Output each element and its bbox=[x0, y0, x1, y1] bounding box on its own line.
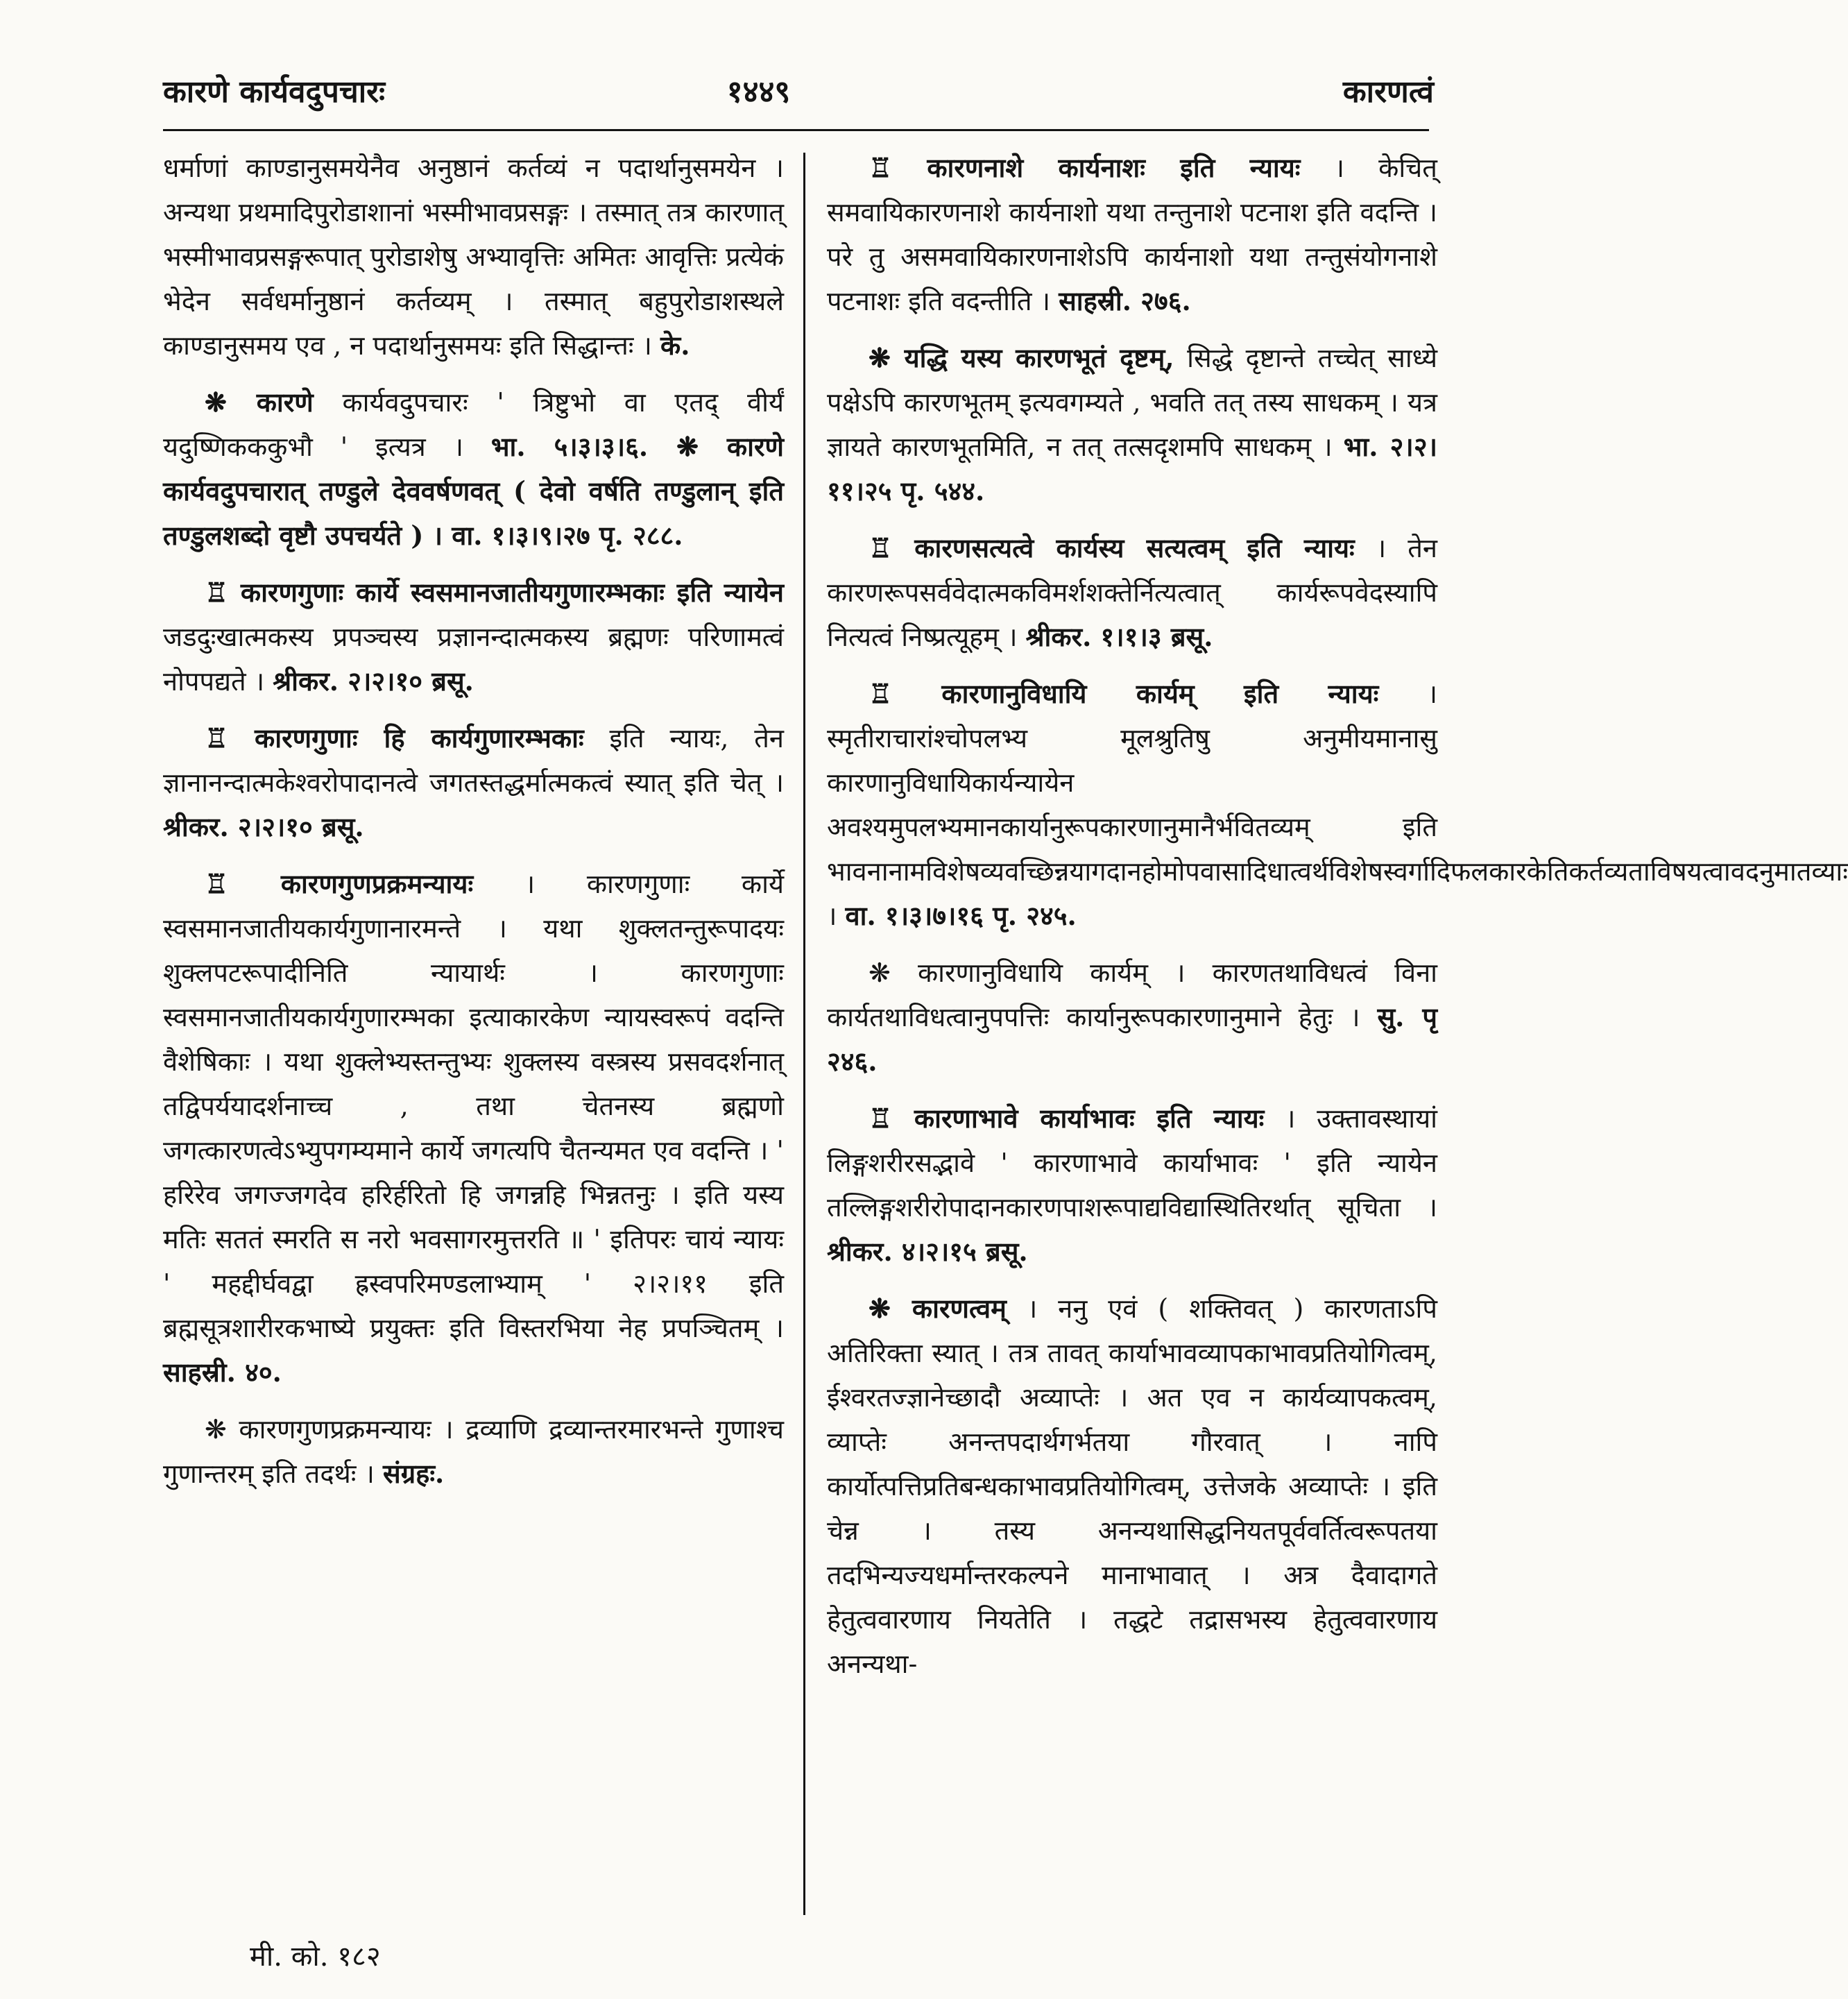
entry bbox=[163, 380, 784, 558]
entry-body: । कारणतथाविधत्वं विना कार्यतथाविधत्वानुपपत्तिः कार्यानुरूपकारणानुमाने हेतुः । bbox=[827, 958, 1438, 1032]
left-column bbox=[163, 146, 784, 1508]
entry-lead: ❋ यद्धि यस्य कारणभूतं दृष्टम्, bbox=[869, 342, 1174, 373]
entry-lead: ♖ कारणनाशे कार्यनाशः इति न्यायः bbox=[869, 152, 1301, 183]
entry-ref: श्रीकर. १।१।३ ब्रसू. bbox=[1025, 621, 1213, 652]
entry bbox=[827, 526, 1437, 659]
header-left-keyword: कारणे कार्यवदुपचारः bbox=[163, 74, 386, 110]
entry-body: जडदुःखात्मकस्य प्रपञ्चस्य प्रज्ञानन्दात्मकस्य ब्रह्मणः परिणामत्वं नोपपद्यते । bbox=[163, 622, 784, 697]
entry-ref: संग्रहः. bbox=[383, 1458, 445, 1489]
entry-ref: श्रीकर. ४।२।१५ ब्रसू. bbox=[827, 1236, 1028, 1267]
header-rule bbox=[163, 129, 1429, 131]
right-column bbox=[827, 146, 1848, 1699]
entry bbox=[163, 570, 784, 704]
entry-lead: ♖ कारणगुणप्रक्रमन्यायः bbox=[205, 868, 474, 899]
entry bbox=[827, 1286, 1437, 1686]
entry-body: । ननु एवं ( शक्तिवत् ) कारणताऽपि अतिरिक्ता स्यात् । तत्र तावत् कार्याभावव्यापकाभावप्रतियोगित्वम्, ईश्वरतज्ज्ञानेच्छादौ अव्याप्तेः । अत एव न कार्यव्यापकत्वम्, व्याप्तेः अनन्तपदार्थगर्भतया गौरवात् । नापि कार्योत्पत्तिप्रतिबन्धकाभावप्रतियोगित्वम्, उत्तेजके अव्याप्तेः । इति चेन्न । तस्य अनन्यथासिद्धनियतपूर्ववर्तित्वरूपतया तदभिन्यज्यधर्मान्तरकल्पने मानाभावात् । अत्र दैवादागते हेतुत्ववारणाय नियतेति । तद्धटे तद्रासभस्य हेतुत्ववारणाय अनन्यथा- bbox=[827, 1293, 1437, 1679]
page-header bbox=[0, 0, 1517, 139]
entry-body: । स्मृतीराचारांश्चोपलभ्य मूलश्रुतिषु अनुमीयमानासु कारणानुविधायिकार्यन्यायेन अवश्यमुपलभ्यमानकार्यानुरूपकारणानुमानैर्भवितव्यम् इति भावनानामविशेषव्यवच्छिन्नयागदानहोमोपवासादिधात्वर्थविशेषस्वर्गादिफलकारकेतिकर्तव्यताविषयत्वावदनुमातव्याः । bbox=[827, 679, 1848, 931]
entry-lead: ♖ कारणसत्यत्वे कार्यस्य सत्यत्वम् इति न्यायः bbox=[869, 532, 1355, 563]
entry-body: सिद्धे दृष्टान्ते तच्चेत् साध्ये पक्षेऽपि कारणभूतम् इत्यवगम्यते , भवति तत् तस्य साधकम् । यत्र ज्ञायते कारणभूतमिति, न तत् तत्सदृशमपि साधकम् । bbox=[827, 343, 1437, 462]
entry-body: कार्यवदुपचारः ' त्रिष्टुभो वा एतद् वीर्यं यदुष्णिकककुभौ ' इत्यत्र । bbox=[163, 387, 784, 462]
entry-lead: ♖ कारणगुणाः कार्ये स्वसमानजातीयगुणारम्भकाः इति न्यायेन bbox=[205, 577, 784, 608]
entry-lead: ❋ कारणत्वम् bbox=[869, 1293, 1007, 1324]
entry bbox=[163, 862, 784, 1395]
entry bbox=[163, 1407, 784, 1496]
entry-ref: सु. पृ २४६. bbox=[827, 1001, 1437, 1077]
entry-body: । कारणगुणाः कार्ये स्वसमानजातीयकार्यगुणानारमन्ते । यथा शुक्लतन्तुरूपादयः शुक्लपटरूपादीनिति न्यायार्थः । कारणगुणाः स्वसमानजातीयकार्यगुणारम्भका इत्याकारकेण न्यायस्वरूपं वदन्ति वैशेषिकाः । यथा शुक्लेभ्यस्तन्तुभ्यः शुक्लस्य वस्त्रस्य प्रसवदर्शनात् तद्विपर्ययादर्शनाच्च , तथा चेतनस्य ब्रह्मणो जगत्कारणत्वेऽभ्युपगम्यमाने कार्ये जगत्यपि चैतन्यमत एव वदन्ति । ' हरिरेव जगज्जगदेव हरिर्हरितो हि जगन्नहि भिन्नतनुः । इति यस्य मतिः सततं स्मरति स नरो भवसागरमुत्तरति ॥ ' इतिपरः चायं न्यायः ' महद्दीर्घवद्वा ह्रस्वपरिमण्डलाभ्याम् ' २।२।११ इति ब्रह्मसूत्रशारीरकभाष्ये प्रयुक्तः इति विस्तरभिया नेह प्रपञ्चितम् । bbox=[163, 869, 784, 1343]
entry bbox=[827, 336, 1437, 513]
entry-ref: भा. ५।३।३।६. ❋ कारणे कार्यवदुपचारात् तण्डुले देववर्षणवत् ( देवो वर्षति तण्डुलान् इति तण्डुलशब्दो वृष्टौ उपचर्यते ) । वा. १।३।९।२७ पृ. २८८. bbox=[163, 431, 784, 551]
entry bbox=[827, 951, 1437, 1084]
entry bbox=[163, 146, 784, 368]
header-right-keyword: कारणत्वं bbox=[1342, 74, 1434, 110]
entry-body: । केचित् समवायिकारणनाशे कार्यनाशो यथा तन्तुनाशे पटनाश इति वदन्ति । परे तु असमवायिकारणनाशेऽपि कार्यनाशो यथा तन्तुसंयोगनाशे पटनाशः इति वदन्तीति । bbox=[827, 153, 1437, 316]
entry-lead: ❋ कारणगुणप्रक्रमन्यायः bbox=[205, 1414, 431, 1445]
entry bbox=[827, 146, 1437, 323]
entry-lead: ❋ कारणे bbox=[205, 386, 314, 418]
entry-body: । उक्तावस्थायां लिङ्गशरीरसद्भावे ' कारणाभावे कार्याभावः ' इति न्यायेन तल्लिङ्गशरीरोपादानकारणपाशरूपाद्यविद्यास्थितिरर्थात् सूचिता । bbox=[827, 1103, 1437, 1223]
entry-lead: ❋ कारणानुविधायि कार्यम् bbox=[869, 958, 1148, 988]
entry-lead: ♖ कारणगुणाः हि कार्यगुणारम्भकाः bbox=[205, 722, 584, 754]
column-divider bbox=[803, 153, 805, 1915]
entry-body: इति न्यायः, तेन ज्ञानानन्दात्मकेश्वरोपादानत्वे जगतस्तद्धर्मात्मकत्वं स्यात् इति चेत् । bbox=[163, 723, 784, 798]
entry-ref: श्रीकर. २।२।१० ब्रसू. bbox=[163, 811, 364, 842]
entry-ref: के. bbox=[660, 330, 690, 361]
entry-body: धर्माणां काण्डानुसमयेनैव अनुष्ठानं कर्तव्यं न पदार्थानुसमयेन । अन्यथा प्रथमादिपुरोडाशानां भस्मीभावप्रसङ्गः । तस्मात् तत्र कारणात् भस्मीभावप्रसङ्गरूपात् पुरोडाशेषु अभ्यावृत्तिः अमितः आवृत्तिः प्रत्येकं भेदेन सर्वधर्मानुष्ठानं कर्तव्यम् । तस्मात् बहुपुरोडाशस्थले काण्डानुसमय एव , न पदार्थानुसमयः इति सिद्धान्तः । bbox=[163, 153, 784, 361]
entry-lead: ♖ कारणाभावे कार्याभावः इति न्यायः bbox=[869, 1103, 1265, 1134]
footer-note: मी. को. १८२ bbox=[250, 1941, 381, 1973]
entry-ref: साहस्री. ४०. bbox=[163, 1356, 282, 1388]
entry-lead: ♖ कारणानुविधायि कार्यम् इति न्यायः bbox=[869, 678, 1379, 709]
entry bbox=[827, 672, 1848, 938]
entry-ref: वा. १।३।७।१६ पृ. २४५. bbox=[845, 900, 1077, 931]
entry-body: । द्रव्याणि द्रव्यान्तरमारभन्ते गुणाश्च गुणान्तरम् इति तदर्थः । bbox=[163, 1414, 784, 1489]
entry-ref: श्रीकर. २।२।१० ब्रसू. bbox=[273, 665, 474, 697]
entry bbox=[827, 1096, 1437, 1274]
entry bbox=[163, 716, 784, 849]
entry-ref: साहस्री. २७६. bbox=[1059, 285, 1191, 316]
page-number: १४४९ bbox=[726, 74, 791, 110]
entry-body: । तेन कारणरूपसर्ववेदात्मकविमर्शशक्तेर्नित्यत्वात् कार्यरूपवेदस्यापि नित्यत्वं निष्प्रत्यूहम् । bbox=[827, 533, 1437, 652]
entry-ref: भा. २।२।११।२५ पृ. ५४४. bbox=[827, 431, 1437, 507]
